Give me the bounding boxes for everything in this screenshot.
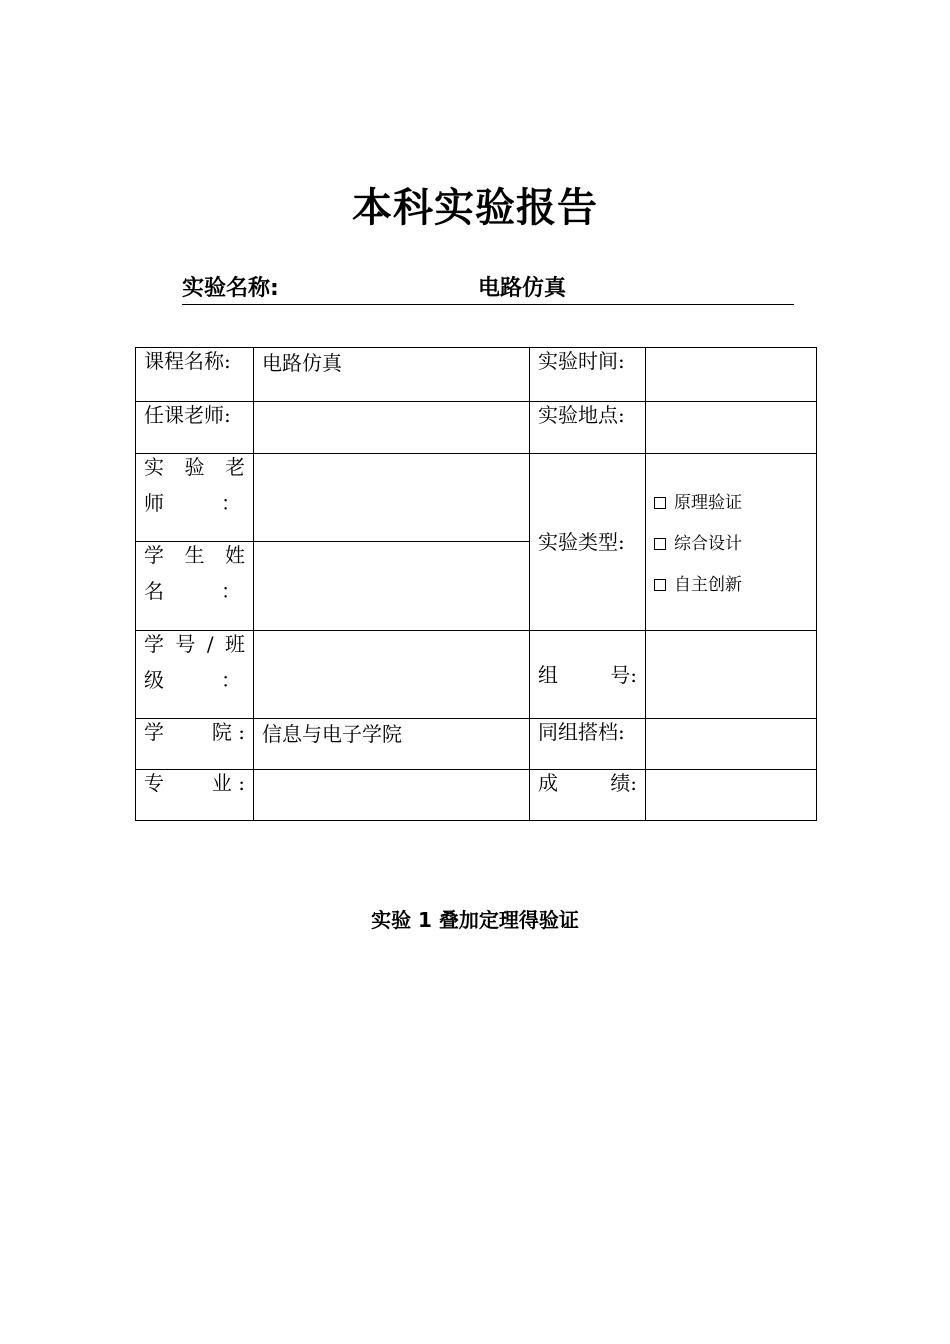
checkbox-icon[interactable]	[654, 579, 666, 591]
info-table	[135, 347, 817, 821]
exp-time-label: 实验时间:	[530, 348, 646, 402]
experiment-name-value: 电路仿真	[478, 276, 567, 301]
lab-teacher-value[interactable]	[254, 454, 530, 542]
checkbox-icon[interactable]	[654, 497, 666, 509]
major-value[interactable]	[254, 770, 530, 821]
student-name-value[interactable]	[254, 542, 530, 631]
experiment-name-label: 实验名称:	[182, 276, 279, 301]
option-innovation[interactable]: 自主创新	[654, 564, 808, 605]
college-value[interactable]: 信息与电子学院	[254, 719, 530, 770]
grade-label: 成 绩:	[530, 770, 646, 821]
student-name-label: 学 生 姓 名 ：	[136, 542, 254, 631]
page-title: 本科实验报告	[352, 185, 598, 231]
course-label: 课程名称:	[136, 348, 254, 402]
section-subtitle: 实验 1 叠加定理得验证	[371, 908, 579, 932]
id-class-value[interactable]	[254, 631, 530, 719]
group-label: 组 号:	[530, 631, 646, 719]
partner-label: 同组搭档:	[530, 719, 646, 770]
experiment-name-row	[182, 274, 794, 305]
exp-type-label: 实验类型:	[530, 454, 646, 631]
option-comprehensive[interactable]: 综合设计	[654, 523, 808, 564]
location-label: 实验地点:	[530, 402, 646, 454]
grade-value[interactable]	[646, 770, 817, 821]
group-value[interactable]	[646, 631, 817, 719]
teacher-value[interactable]	[254, 402, 530, 454]
location-value[interactable]	[646, 402, 817, 454]
college-label: 学 院 :	[136, 719, 254, 770]
major-label: 专 业 :	[136, 770, 254, 821]
partner-value[interactable]	[646, 719, 817, 770]
checkbox-icon[interactable]	[654, 538, 666, 550]
teacher-label: 任课老师:	[136, 402, 254, 454]
exp-time-value[interactable]	[646, 348, 817, 402]
course-value[interactable]: 电路仿真	[254, 348, 530, 402]
lab-teacher-label: 实 验 老 师 ：	[136, 454, 254, 542]
option-principle[interactable]: 原理验证	[654, 482, 808, 523]
exp-type-options	[646, 454, 817, 631]
id-class-label: 学 号 / 班 级 ：	[136, 631, 254, 719]
